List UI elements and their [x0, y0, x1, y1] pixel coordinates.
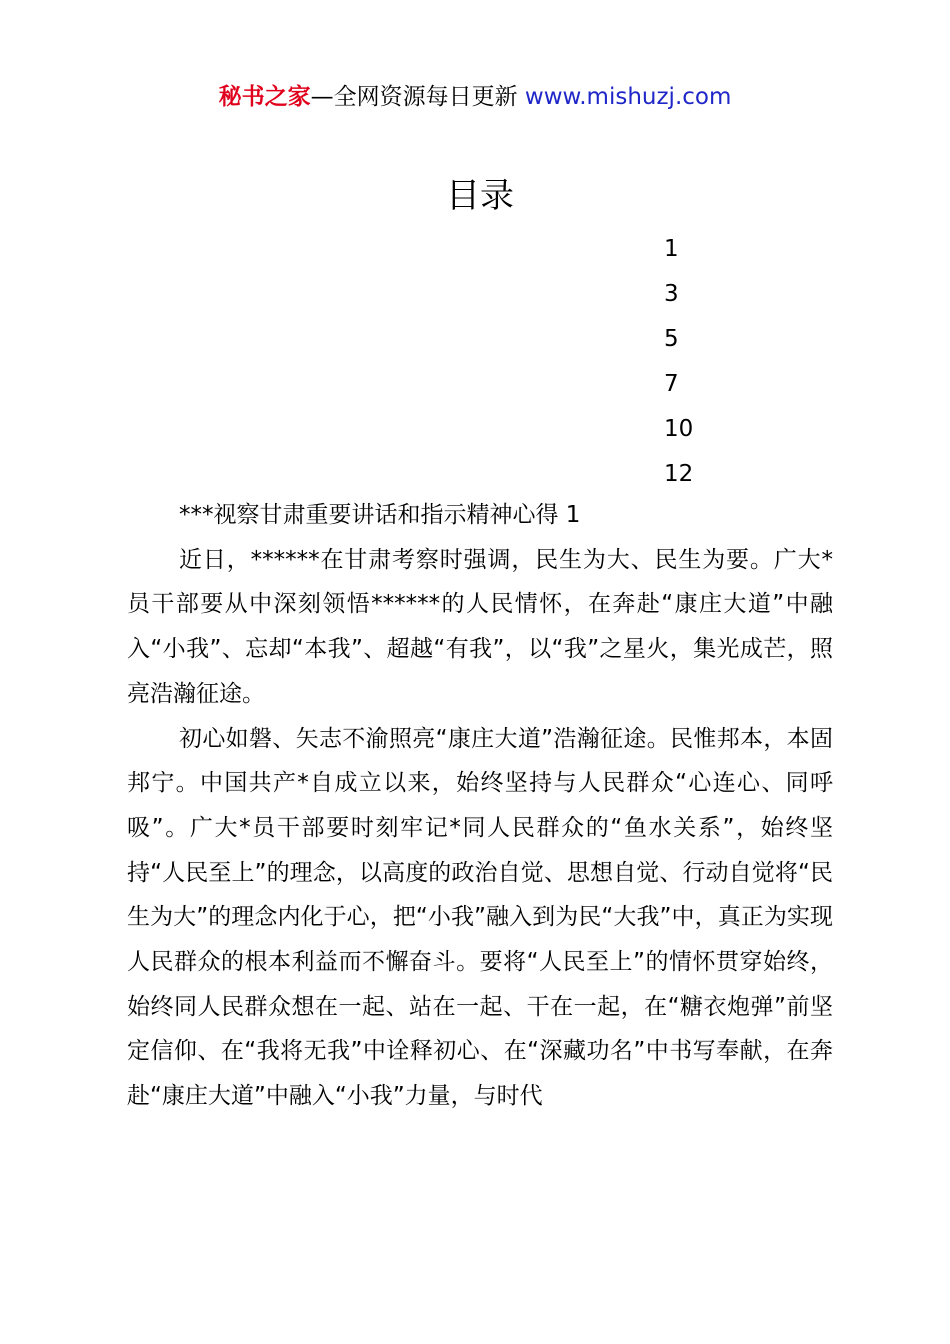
site-header	[0, 80, 950, 114]
site-url-link[interactable]: www.mishuzj.com	[524, 84, 732, 110]
site-tagline: —全网资源每日更新	[310, 84, 525, 110]
toc-title: 目录	[446, 176, 514, 216]
toc-page-number[interactable]: 5	[664, 326, 679, 352]
toc-page-number[interactable]: 3	[664, 281, 679, 307]
toc-page-number[interactable]: 1	[664, 236, 679, 262]
toc-page-list	[664, 227, 693, 497]
toc-page-number[interactable]: 10	[664, 416, 694, 442]
document-body	[127, 493, 833, 1119]
section-heading: ***视察甘肃重要讲话和指示精神心得 1	[179, 502, 581, 528]
toc-page-number[interactable]: 12	[664, 461, 694, 487]
toc-page-number[interactable]: 7	[664, 371, 679, 397]
body-paragraph: 初心如磐、矢志不渝照亮“康庄大道”浩瀚征途。民惟邦本，本固邦宁。中国共产*自成立以来，始终坚持与人民群众“心连心、同呼吸”。广大*员干部要时刻牢记*同人民群众的“鱼水关系”，始终坚持“人民至上”的理念，以高度的政治自觉、思想自觉、行动自觉将“民生为大”的理念内化于心，把“小我”融入到为民“大我”中，真正为实现人民群众的根本利益而不懈奋斗。要将“人民至上”的情怀贯穿始终，始终同人民群众想在一起、站在一起、干在一起，在“糖衣炮弹”前坚定信仰、在“我将无我”中诠释初心、在“深藏功名”中书写奉献，在奔赴“康庄大道”中融入“小我”力量，与时代	[127, 725, 833, 1110]
site-brand: 秘书之家	[218, 84, 311, 110]
body-paragraph: 近日，******在甘肃考察时强调，民生为大、民生为要。广大*员干部要从中深刻领悟******的人民情怀，在奔赴“康庄大道”中融入“小我”、忘却“本我”、超越“有我”，以“我”之星火，集光成芒，照亮浩瀚征途。	[127, 546, 833, 707]
